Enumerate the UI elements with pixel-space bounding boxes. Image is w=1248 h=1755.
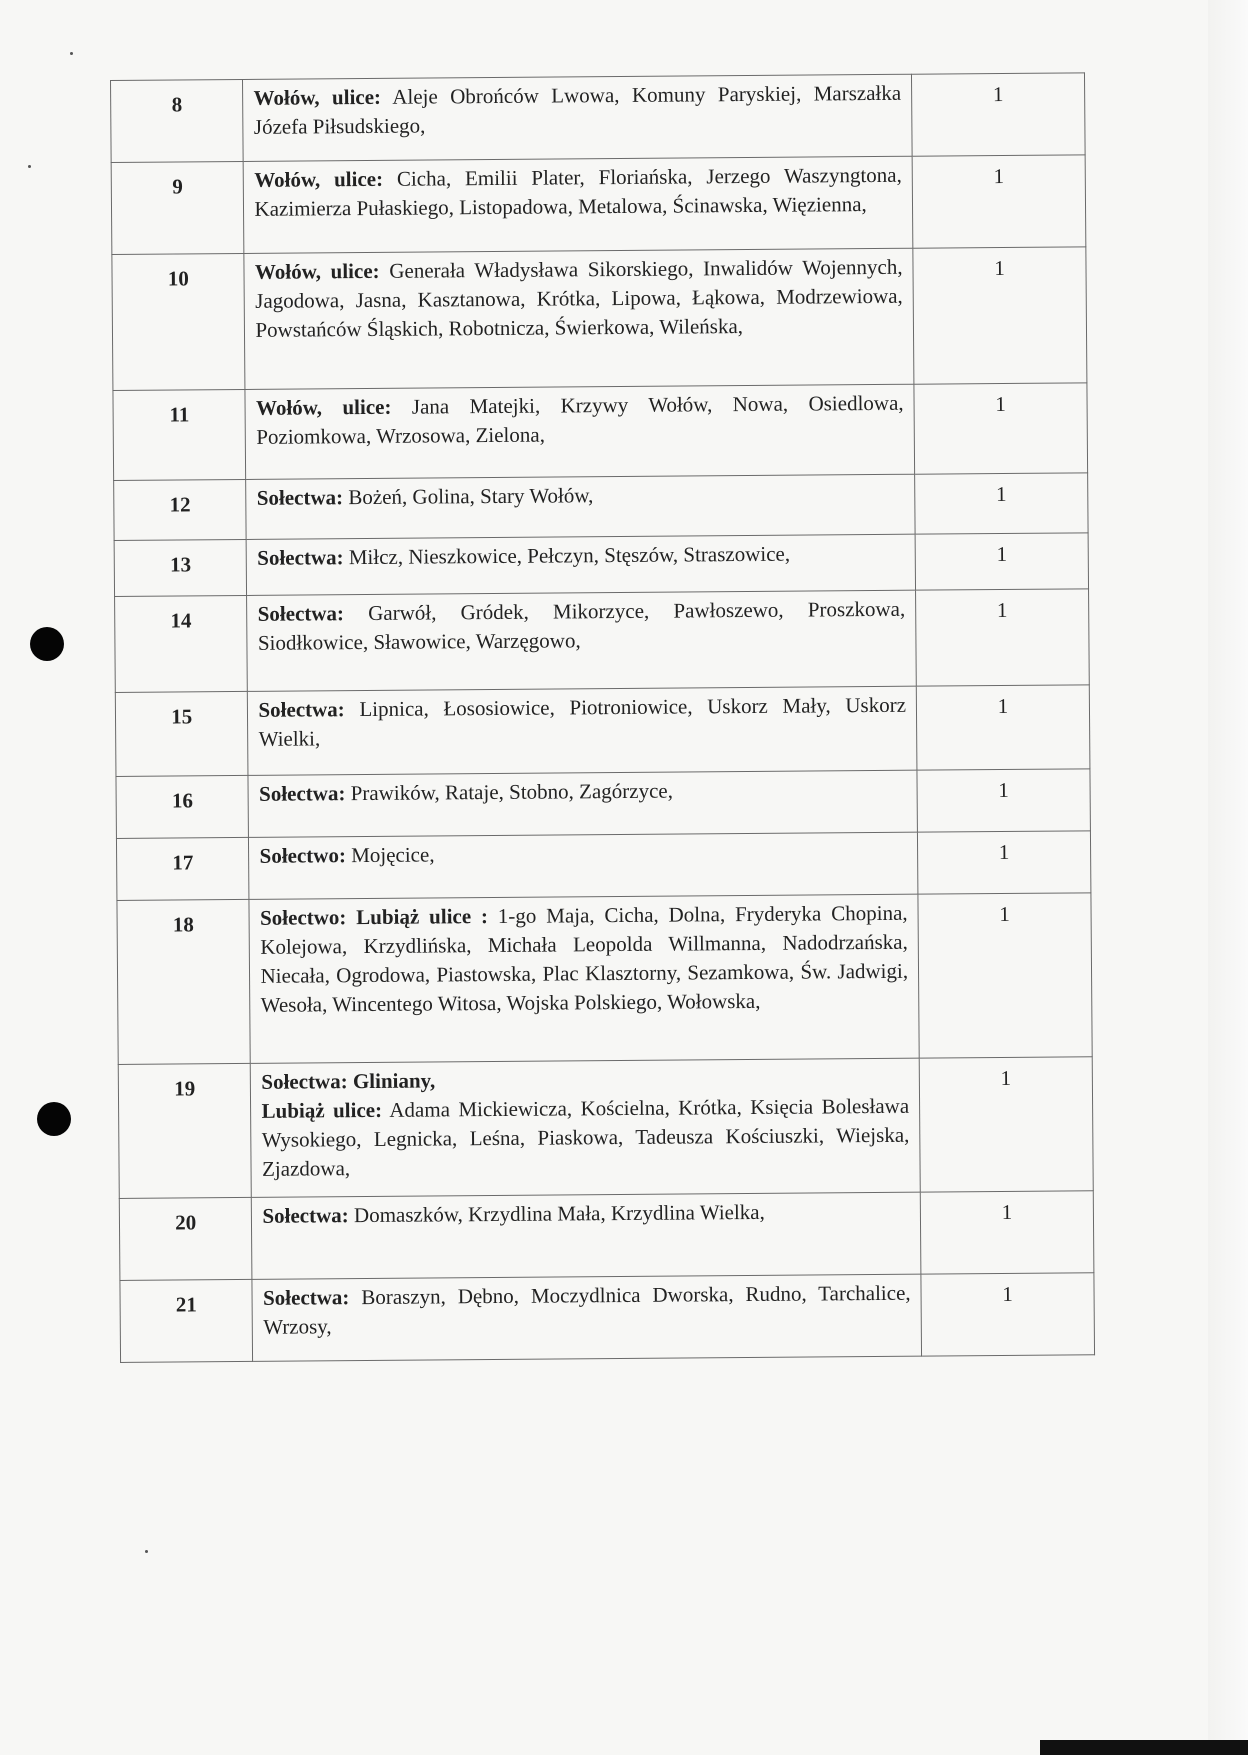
table-row <box>117 893 1092 1065</box>
row-number: 17 <box>116 837 249 900</box>
row-count: 1 <box>914 383 1088 474</box>
row-description <box>248 770 917 837</box>
row-number: 15 <box>115 691 248 776</box>
table-row <box>115 589 1090 693</box>
row-text: Boraszyn, Dębno, Moczydlnica Dworska, Rudno, Tarchalice, Wrzosy, <box>263 1280 911 1339</box>
scan-artifact-bar <box>1040 1740 1248 1755</box>
table-row <box>111 73 1086 163</box>
table-row <box>114 533 1088 597</box>
row-description <box>249 832 918 899</box>
row-number: 16 <box>116 775 249 838</box>
row-label-secondary: Lubiąż ulice: <box>261 1097 383 1123</box>
scan-speck <box>28 165 31 168</box>
row-label: Sołectwo: Lubiąż ulice : <box>259 904 489 930</box>
row-description <box>246 474 915 539</box>
scan-speck <box>70 52 73 55</box>
punch-hole-bottom <box>37 1102 71 1136</box>
row-description <box>245 384 914 479</box>
districts-table <box>110 72 1095 1363</box>
row-number: 21 <box>120 1279 253 1362</box>
row-label: Wołów, ulice: <box>253 84 382 110</box>
row-label: Sołectwa: Gliniany, <box>261 1068 436 1094</box>
row-count: 1 <box>915 473 1088 534</box>
table-row <box>113 383 1088 481</box>
row-number: 8 <box>111 79 244 162</box>
row-text: Jana Matejki, Krzywy Wołów, Nowa, Osiedlowa, Poziomkowa, Wrzosowa, Zielona, <box>256 390 904 449</box>
row-number: 14 <box>115 595 248 692</box>
row-count: 1 <box>916 589 1090 686</box>
row-number: 13 <box>114 539 247 596</box>
row-text: Generała Władysława Sikorskiego, Inwalidów Wojennych, Jagodowa, Jasna, Kasztanowa, Krótka, Lipowa, Łąkowa, Modrzewiowa, Powstańców Śląskich, Robotnicza, Świerkowa, Wileńska, <box>255 254 903 342</box>
row-description <box>243 74 912 161</box>
row-number: 10 <box>112 253 246 390</box>
punch-hole-top <box>30 627 64 661</box>
row-count: 1 <box>912 73 1086 156</box>
table-row <box>118 1057 1093 1199</box>
row-count: 1 <box>917 831 1090 894</box>
row-label: Sołectwo: <box>259 843 346 868</box>
row-number: 12 <box>114 479 247 540</box>
row-description <box>252 1192 921 1279</box>
row-label: Wołów, ulice: <box>254 166 384 192</box>
table-row <box>112 247 1087 391</box>
row-number: 20 <box>119 1197 252 1280</box>
row-text: Garwół, Gródek, Mikorzyce, Pawłoszewo, Proszkowa, Siodłkowice, Sławowice, Warzęgowo, <box>257 596 906 655</box>
row-count: 1 <box>919 1057 1093 1192</box>
row-description <box>248 686 917 775</box>
table-row <box>111 155 1086 255</box>
table-row <box>114 473 1088 541</box>
row-count: 1 <box>912 155 1086 248</box>
row-count: 1 <box>917 769 1090 832</box>
row-text: Adama Mickiewicza, Kościelna, Krótka, Księcia Bolesława Wysokiego, Legnicka, Leśna, Piaskowa, Tadeusza Kościuszki, Wiejska, Zjazdowa, <box>261 1093 910 1181</box>
row-number: 9 <box>111 161 244 254</box>
districts-table-body <box>111 73 1095 1363</box>
table-row <box>120 1273 1095 1363</box>
row-count: 1 <box>916 685 1090 770</box>
row-count: 1 <box>921 1273 1095 1356</box>
row-label: Sołectwa: <box>257 601 345 626</box>
row-label: Sołectwa: <box>262 1203 349 1228</box>
row-description <box>251 1058 921 1197</box>
row-label: Sołectwa: <box>258 697 345 722</box>
row-description <box>247 590 916 691</box>
row-label: Wołów, ulice: <box>254 258 380 284</box>
row-label: Sołectwa: <box>262 1285 350 1310</box>
table-row <box>115 685 1090 777</box>
row-label: Sołectwa: <box>256 485 344 510</box>
row-text: Domaszków, Krzydlina Mała, Krzydlina Wielka, <box>353 1199 765 1228</box>
row-label: Wołów, ulice: <box>255 394 392 420</box>
page-right-edge <box>1208 0 1248 1755</box>
row-count: 1 <box>920 1191 1094 1274</box>
row-count: 1 <box>915 533 1088 590</box>
row-text: Prawików, Rataje, Stobno, Zagórzyce, <box>350 778 674 806</box>
row-count: 1 <box>918 893 1092 1058</box>
row-description <box>249 894 919 1063</box>
row-description <box>247 534 916 595</box>
table-row <box>116 769 1090 839</box>
row-text: 1-go Maja, Cicha, Dolna, Fryderyka Chopina, Kolejowa, Krzydlińska, Michała Leopolda Willmanna, Nadodrzańska, Niecała, Ogrodowa, Piastowska, Plac Klasztorny, Sezamkowa, Św. Jadwigi, Wesoła, Wincentego Witosa, Wojska Polskiego, Wołowska, <box>260 900 909 1017</box>
row-number: 11 <box>113 389 246 480</box>
row-description <box>252 1274 921 1361</box>
row-label: Sołectwa: <box>257 545 344 570</box>
row-text: Cicha, Emilii Plater, Floriańska, Jerzego Waszyngtona, Kazimierza Pułaskiego, Listopadowa, Metalowa, Ścinawska, Więzienna, <box>254 162 902 221</box>
row-number: 19 <box>118 1063 252 1198</box>
row-description <box>244 248 914 389</box>
row-text: Lipnica, Łososiowice, Piotroniowice, Uskorz Mały, Uskorz Wielki, <box>258 692 907 751</box>
row-description <box>244 156 913 253</box>
row-text: Bożeń, Golina, Stary Wołów, <box>348 483 594 510</box>
table-row <box>116 831 1090 901</box>
row-text: Miłcz, Nieszkowice, Pełczyn, Stęszów, Straszowice, <box>348 541 791 570</box>
row-number: 18 <box>117 899 251 1064</box>
row-label: Sołectwa: <box>259 781 346 806</box>
row-text: Mojęcice, <box>351 842 435 868</box>
row-text: Aleje Obrońców Lwowa, Komuny Paryskiej, Marszałka Józefa Piłsudskiego, <box>253 80 902 139</box>
table-row <box>119 1191 1094 1281</box>
row-count: 1 <box>913 247 1087 384</box>
scan-speck <box>145 1550 148 1553</box>
